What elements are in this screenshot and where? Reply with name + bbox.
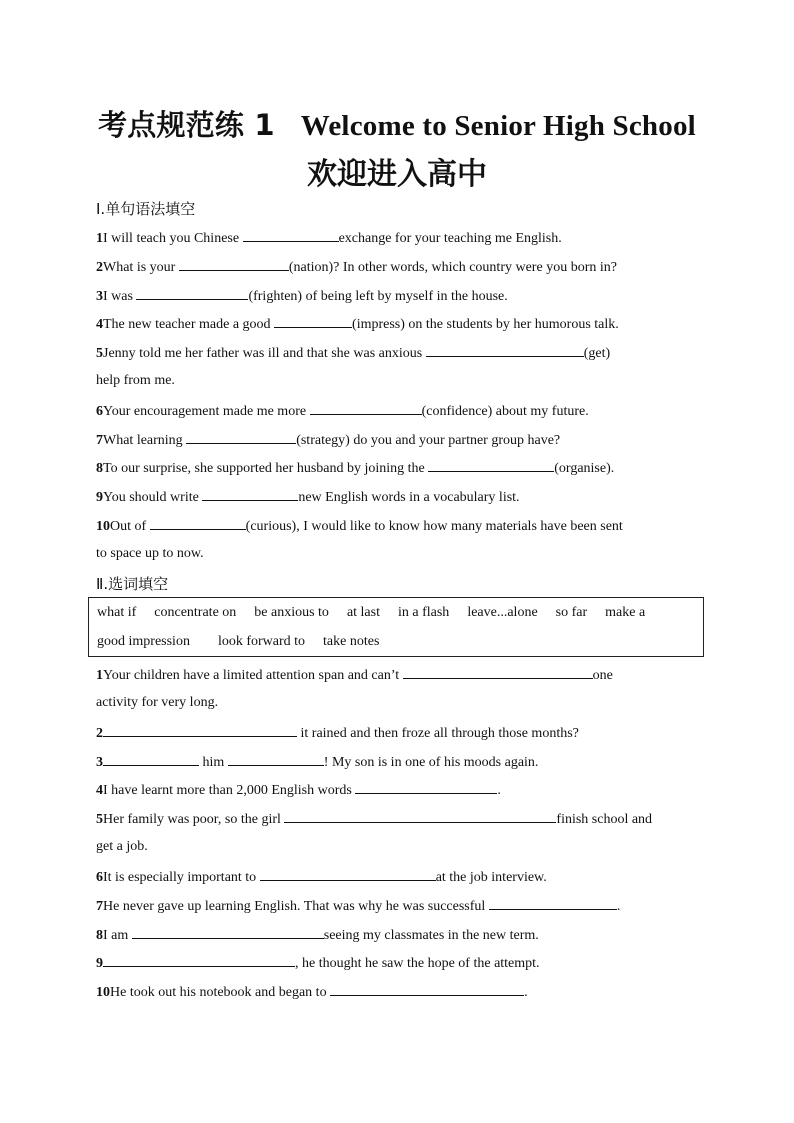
answer-blank[interactable] [260, 867, 436, 881]
s1-question-10-cont: to space up to now. [96, 546, 204, 561]
s1-question-10: 10Out of (curious), I would like to know how many materials have been sent [96, 516, 623, 536]
answer-blank[interactable] [186, 430, 296, 444]
s2-question-10: 10He took out his notebook and began to . [96, 982, 528, 1002]
s2-question-9: 9 , he thought he saw the hope of the attempt. [96, 953, 540, 973]
answer-blank[interactable] [310, 401, 422, 415]
s2-question-2: 2 it rained and then froze all through those months? [96, 723, 579, 743]
answer-blank[interactable] [274, 314, 352, 328]
s1-question-4: 4The new teacher made a good (impress) on the students by her humorous talk. [96, 314, 619, 334]
answer-blank[interactable] [403, 665, 593, 679]
s1-question-5: 5Jenny told me her father was ill and that she was anxious (get) [96, 343, 610, 363]
answer-blank[interactable] [103, 723, 297, 737]
answer-blank[interactable] [228, 752, 324, 766]
title-english: Welcome to Senior High School [300, 110, 696, 142]
word-option: be anxious to [254, 605, 329, 620]
word-bank [88, 597, 704, 657]
s2-question-7: 7He never gave up learning English. That was why he was successful . [96, 896, 620, 916]
word-option: make a [605, 605, 646, 620]
answer-blank[interactable] [426, 343, 584, 357]
answer-blank[interactable] [330, 982, 524, 996]
s1-question-7: 7What learning (strategy) do you and your partner group have? [96, 430, 560, 450]
page-title [0, 103, 794, 144]
s1-question-1: 1I will teach you Chinese exchange for your teaching me English. [96, 228, 562, 248]
title-lesson: 考点规范练 1 [98, 108, 275, 142]
answer-blank[interactable] [243, 228, 339, 242]
answer-blank[interactable] [103, 953, 295, 967]
answer-blank[interactable] [179, 257, 289, 271]
s2-question-6: 6It is especially important to at the job interview. [96, 867, 547, 887]
s2-question-1-cont: activity for very long. [96, 695, 219, 710]
word-bank-line-1 [97, 605, 645, 621]
answer-blank[interactable] [136, 286, 248, 300]
word-option: at last [346, 605, 380, 620]
word-option: so far [555, 605, 588, 620]
answer-blank[interactable] [355, 780, 497, 794]
word-option: good impression [97, 634, 190, 649]
s2-question-3: 3 him ! My son is in one of his moods again. [96, 752, 538, 772]
word-option: leave...alone [467, 605, 538, 620]
answer-blank[interactable] [202, 487, 298, 501]
word-option: in a flash [397, 605, 450, 620]
s1-question-8: 8To our surprise, she supported her husband by joining the (organise). [96, 458, 614, 478]
answer-blank[interactable] [489, 896, 617, 910]
s2-question-5: 5Her family was poor, so the girl finish school and [96, 809, 652, 829]
s1-question-6: 6Your encouragement made me more (confidence) about my future. [96, 401, 589, 421]
word-option: what if [97, 605, 137, 620]
word-bank-line-2 [97, 634, 397, 650]
s1-question-9: 9You should write new English words in a vocabulary list. [96, 487, 520, 507]
s1-question-5-cont: help from me. [96, 373, 175, 388]
word-option: concentrate on [154, 605, 237, 620]
section-2-heading: Ⅱ.选词填空 [96, 575, 169, 593]
section-1-heading: Ⅰ.单句语法填空 [96, 200, 196, 218]
answer-blank[interactable] [103, 752, 199, 766]
answer-blank[interactable] [150, 516, 246, 530]
s2-question-4: 4I have learnt more than 2,000 English words . [96, 780, 501, 800]
s2-question-5-cont: get a job. [96, 839, 148, 854]
answer-blank[interactable] [284, 809, 556, 823]
word-option: look forward to [217, 634, 306, 649]
s2-question-1: 1Your children have a limited attention span and can’t one [96, 665, 613, 685]
answer-blank[interactable] [428, 458, 554, 472]
s1-question-3: 3I was (frighten) of being left by myself in the house. [96, 286, 508, 306]
page-subtitle: 欢迎进入高中 [307, 157, 487, 192]
s2-question-8: 8I am seeing my classmates in the new term. [96, 925, 539, 945]
word-option: take notes [323, 634, 380, 649]
s1-question-2: 2What is your (nation)? In other words, which country were you born in? [96, 257, 617, 277]
answer-blank[interactable] [132, 925, 324, 939]
